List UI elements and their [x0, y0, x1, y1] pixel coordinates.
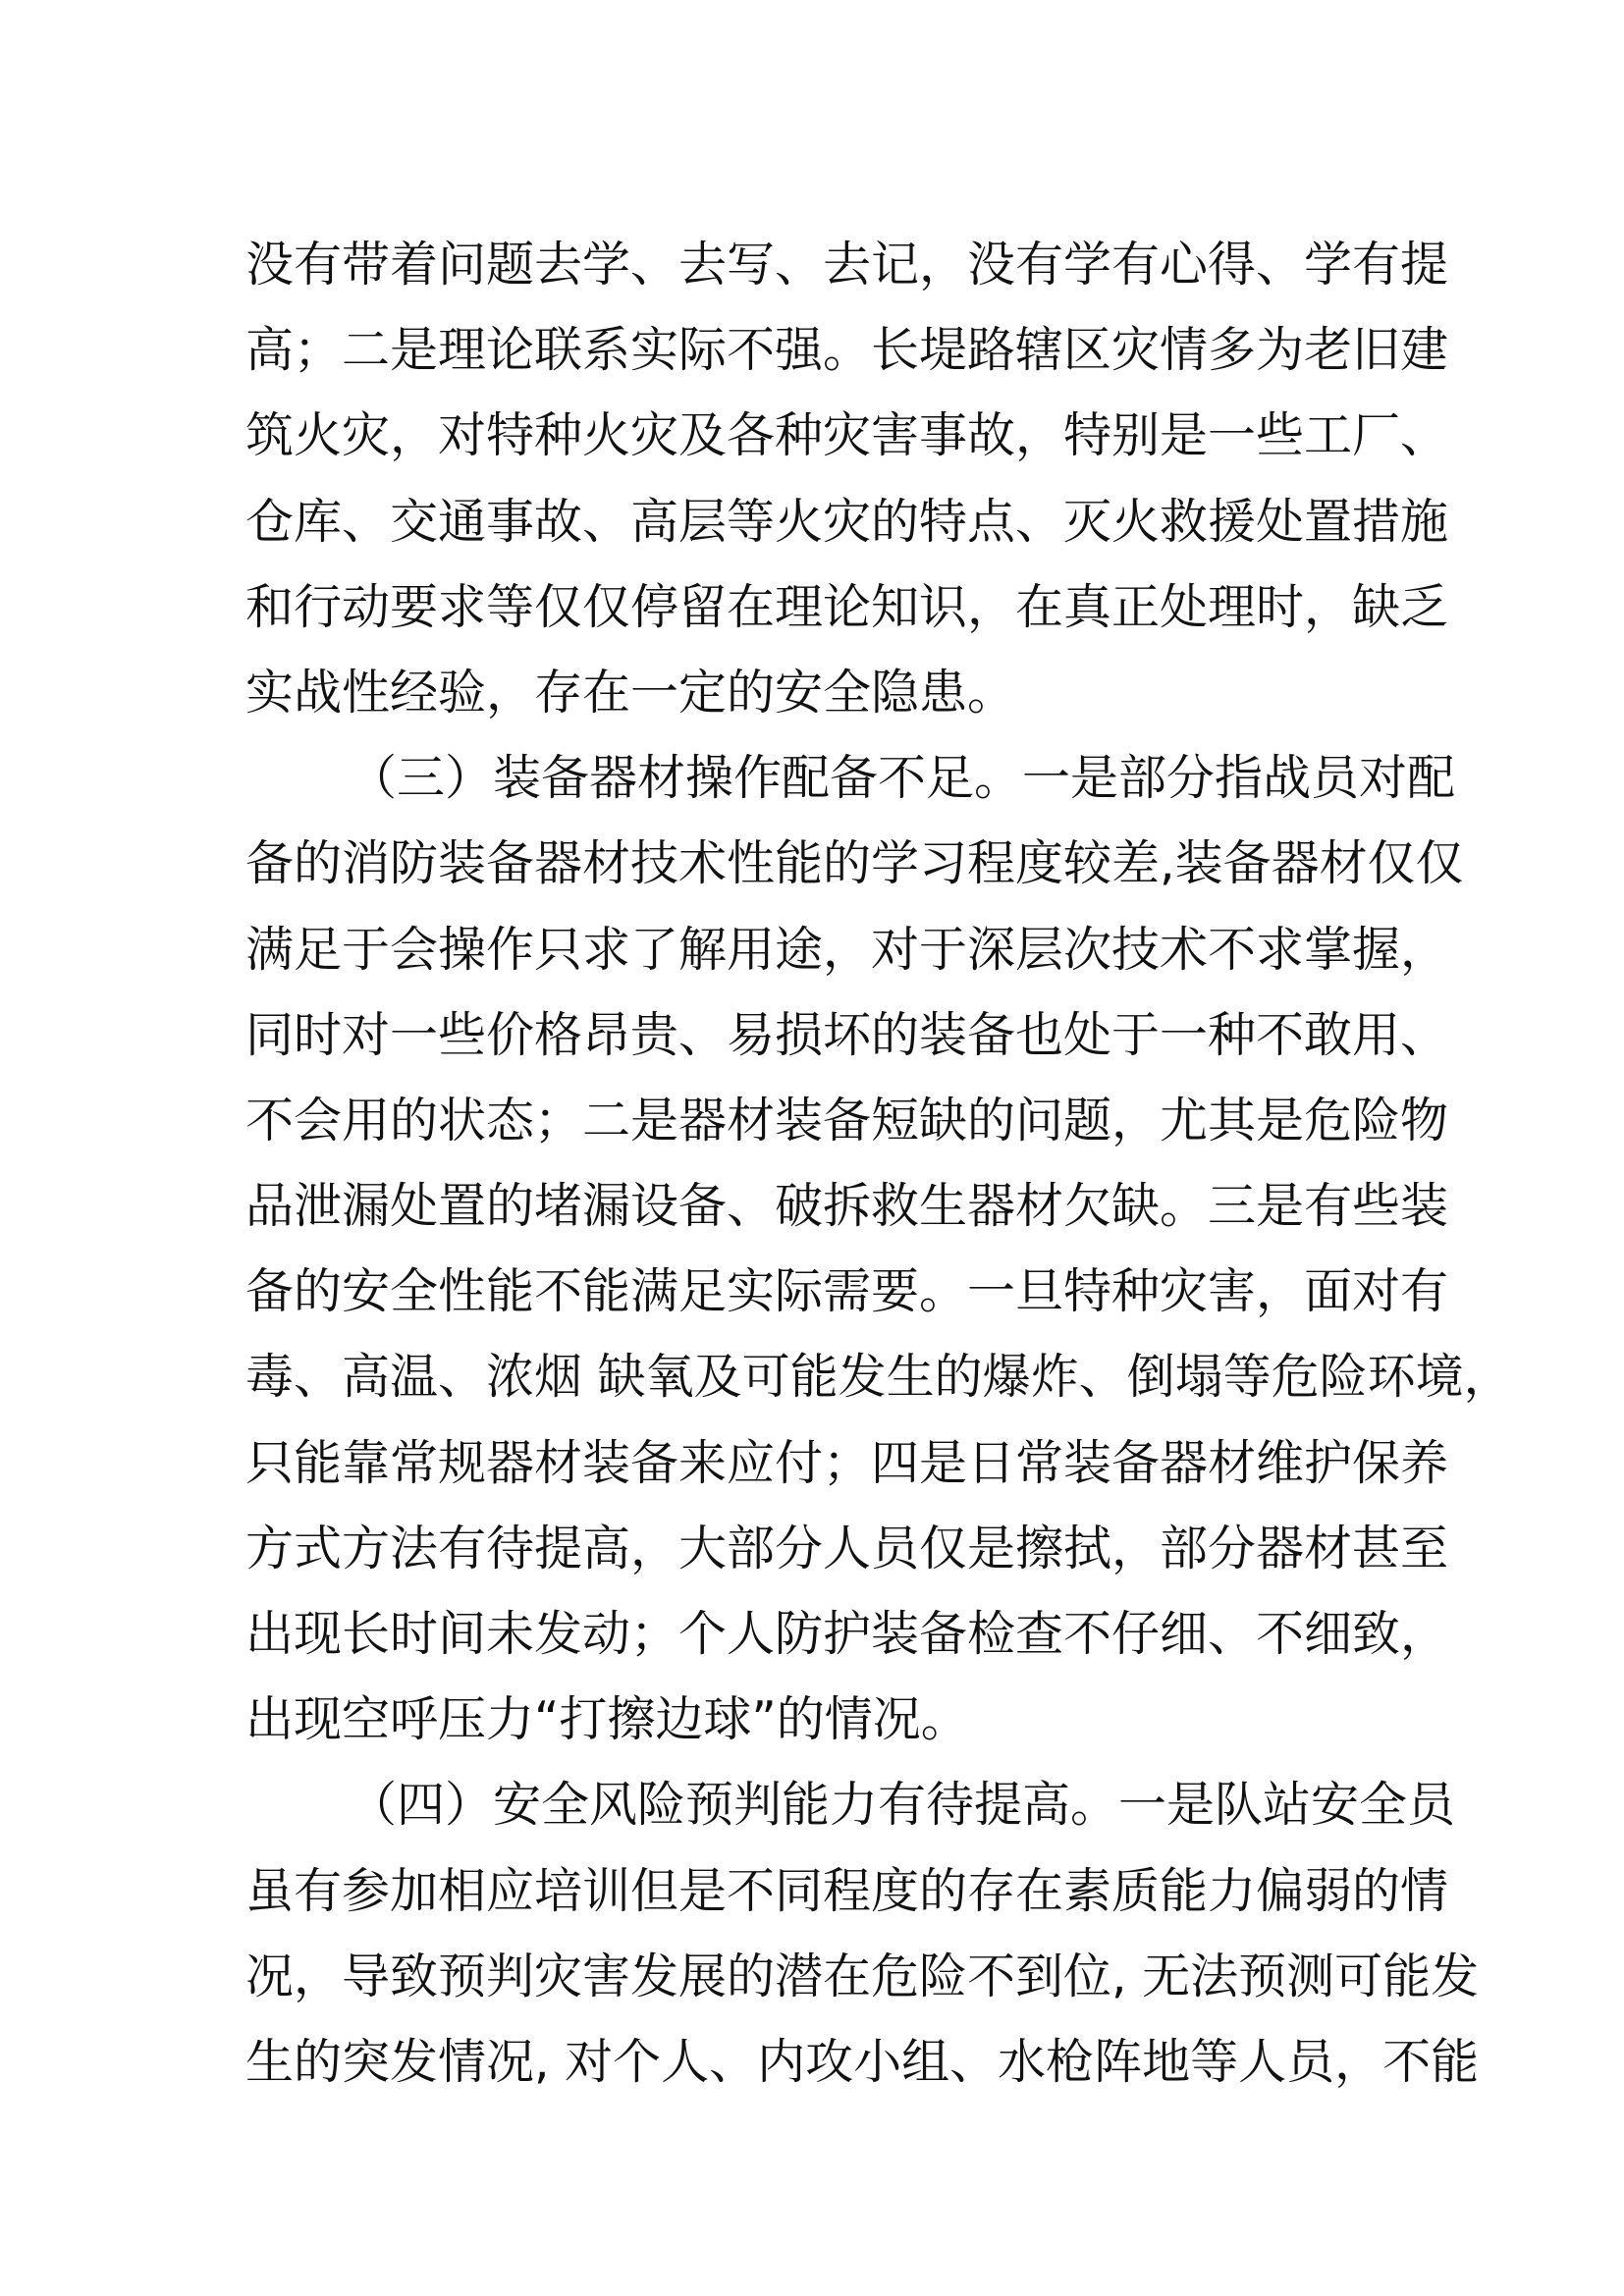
- text-line: 筑火灾，对特种火灾及各种灾害事故，特别是一些工厂、: [245, 407, 1449, 464]
- text-line: 没有带着问题去学、去写、去记，没有学有心得、学有提: [245, 237, 1449, 293]
- text-line: 实战性经验，存在一定的安全隐患。: [245, 664, 1016, 721]
- text-line: 况，导致预判灾害发展的潜在危险不到位, 无法预测可能发: [245, 1948, 1480, 2004]
- text-line: 品泄漏处置的堵漏设备、破拆救生器材欠缺。三是有些装: [245, 1178, 1449, 1235]
- section-heading-line: （三）装备器材操作配备不足。一是部分指战员对配: [349, 750, 1456, 807]
- text-line: 不会用的状态；二是器材装备短缺的问题，尤其是危险物: [245, 1092, 1449, 1148]
- text-line: 备的消防装备器材技术性能的学习程度较差,装备器材仅仅: [245, 835, 1464, 892]
- text-line: 和行动要求等仅仅停留在理论知识，在真正处理时，缺乏: [245, 578, 1449, 635]
- text-line: 满足于会操作只求了解用途，对于深层次技术不求掌握，: [245, 921, 1449, 978]
- text-line: 仓库、交通事故、高层等火灾的特点、灭火救援处置措施: [245, 493, 1449, 550]
- text-line: 只能靠常规器材装备来应付；四是日常装备器材维护保养: [245, 1434, 1449, 1491]
- section-heading-line: （四）安全风险预判能力有待提高。一是队站安全员: [349, 1777, 1456, 1834]
- text-line: 备的安全性能不能满足实际需要。一旦特种灾害，面对有: [245, 1263, 1449, 1320]
- text-line: 出现空呼压力“打擦边球”的情况。: [245, 1691, 969, 1748]
- text-line: 同时对一些价格昂贵、易损坏的装备也处于一种不敢用、: [245, 1006, 1449, 1063]
- text-line: 虽有参加相应培训但是不同程度的存在素质能力偏弱的情: [245, 1862, 1449, 1919]
- text-line: 生的突发情况, 对个人、内攻小组、水枪阵地等人员，不能: [245, 2033, 1480, 2090]
- document-body: [245, 222, 1512, 2105]
- text-line: 出现长时间未发动；个人防护装备检查不仔细、不细致，: [245, 1606, 1449, 1662]
- text-line: 毒、高温、浓烟 缺氧及可能发生的爆炸、倒塌等危险环境，: [245, 1349, 1512, 1406]
- text-line: 高；二是理论联系实际不强。长堤路辖区灾情多为老旧建: [245, 322, 1449, 379]
- text-line: 方式方法有待提高，大部分人员仅是擦拭，部分器材甚至: [245, 1520, 1449, 1576]
